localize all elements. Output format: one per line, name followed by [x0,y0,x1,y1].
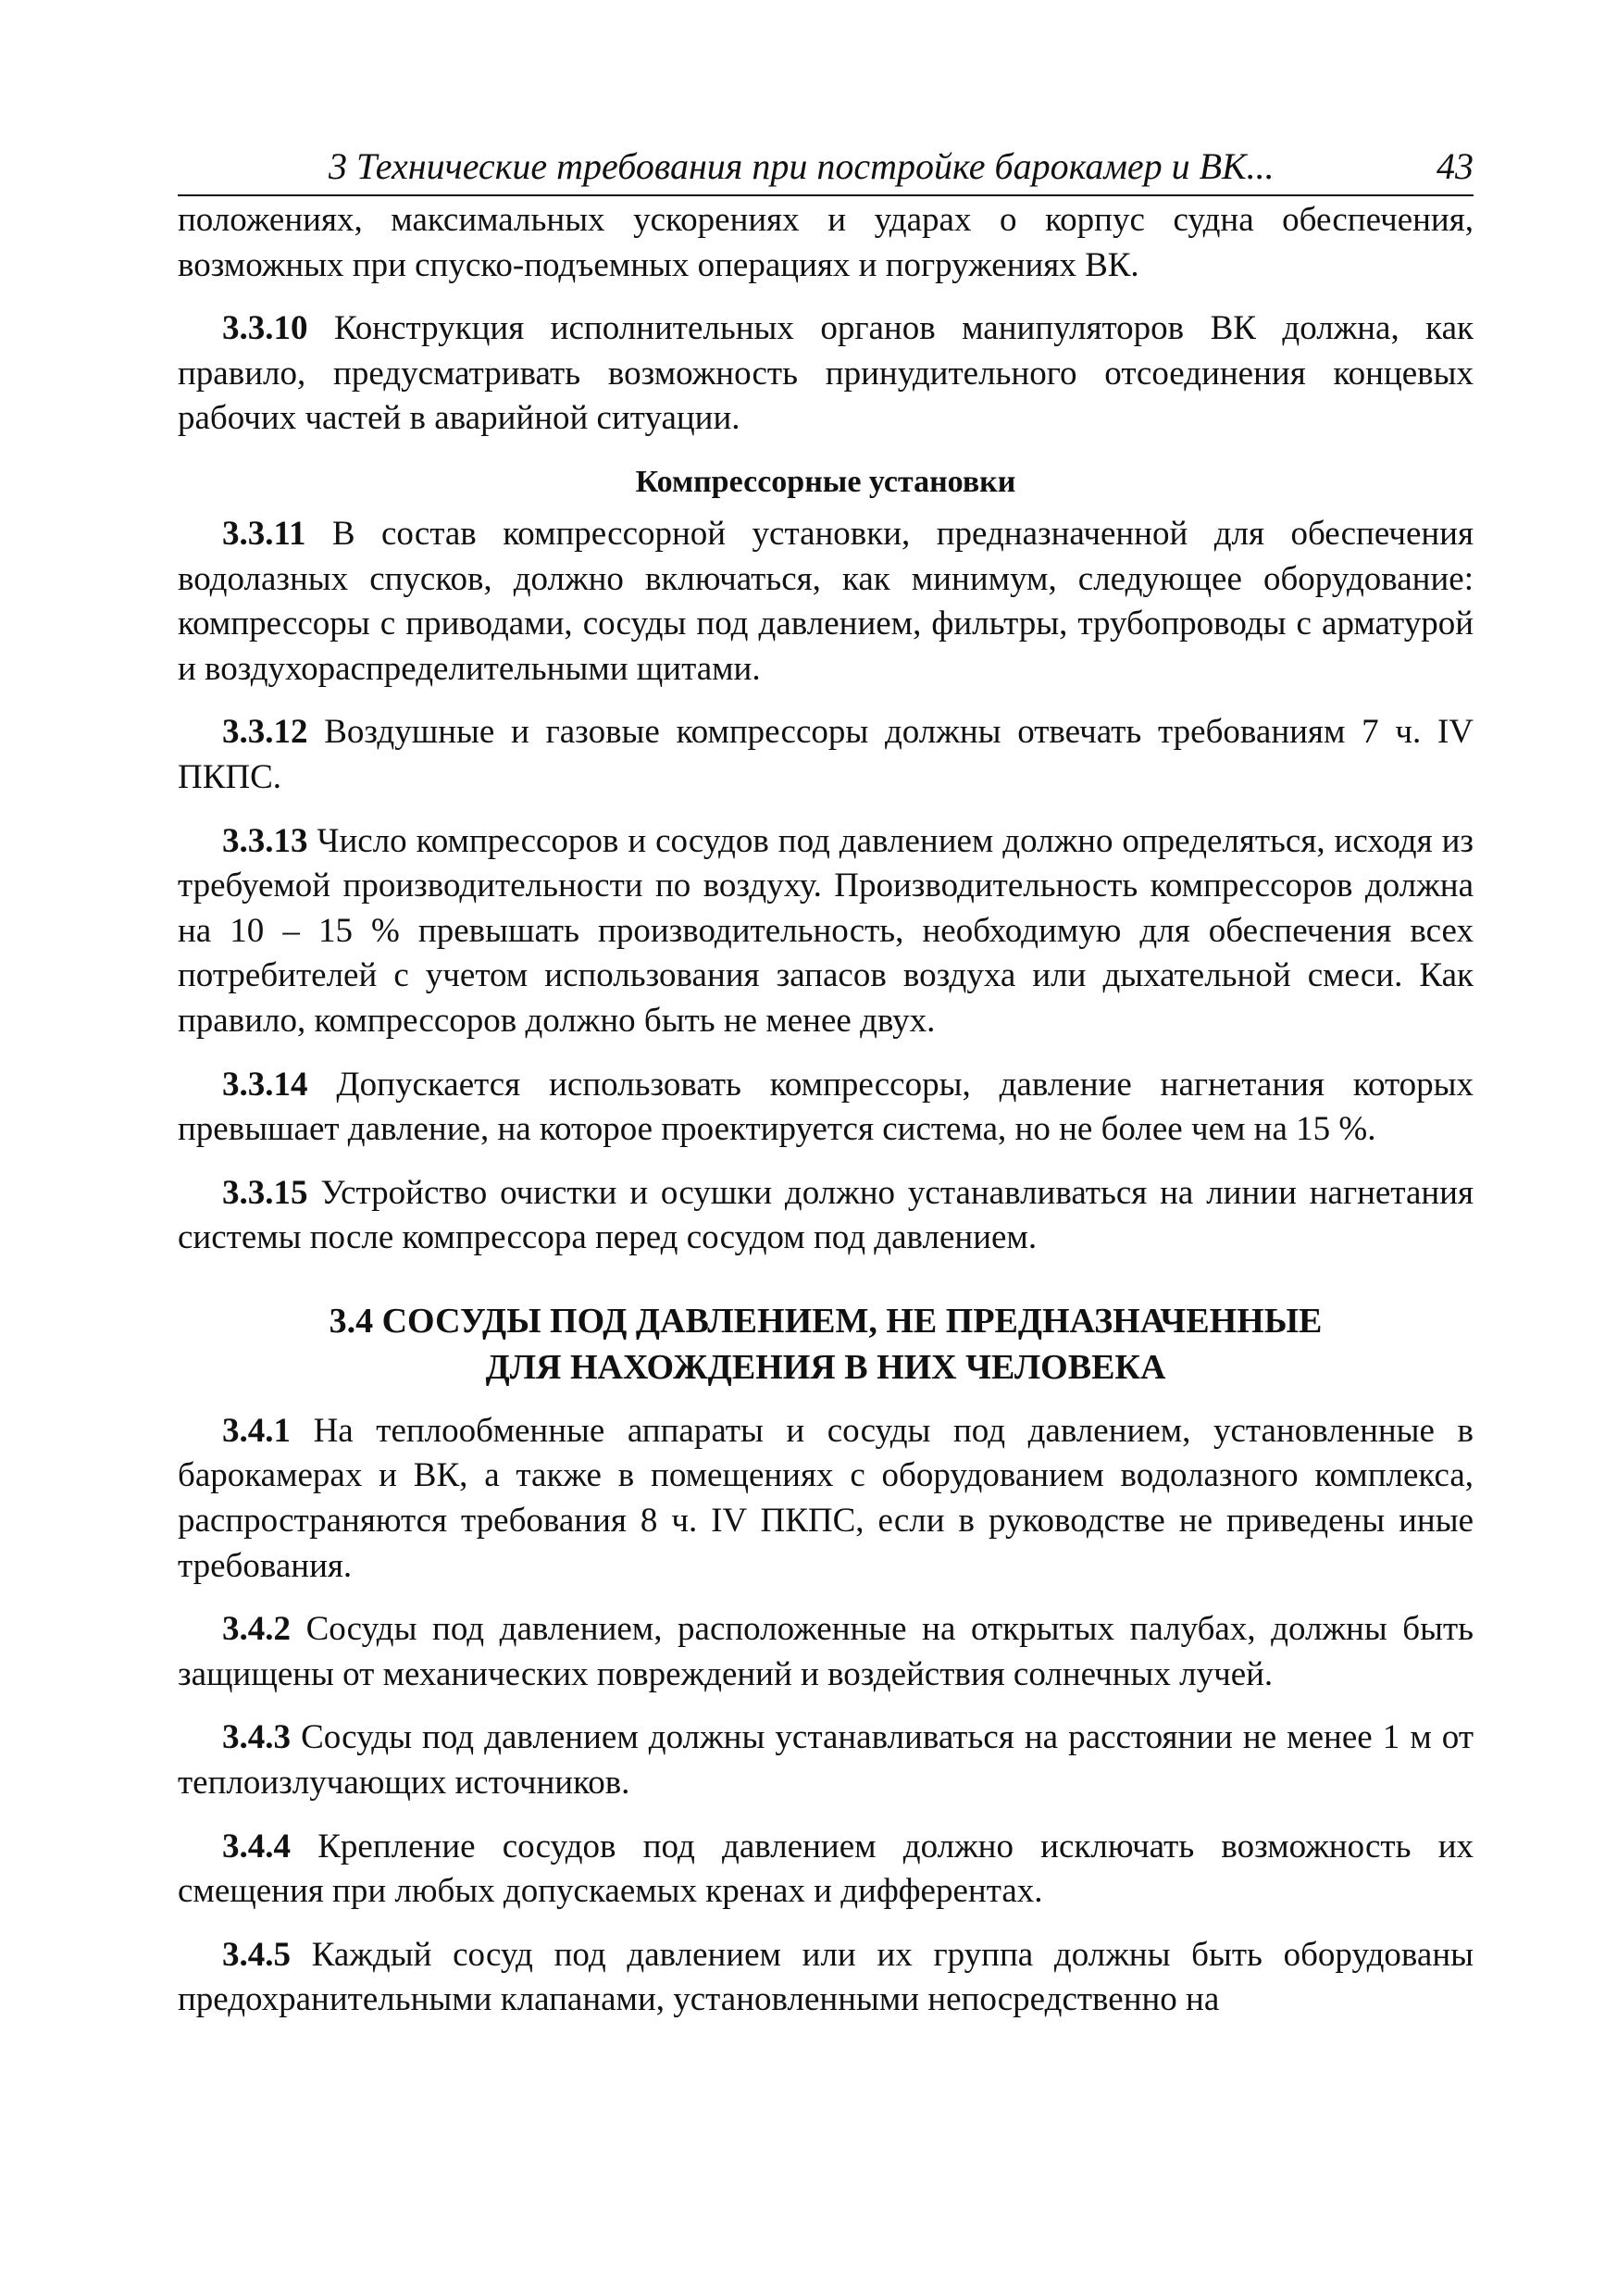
paragraph-3-4-4 [178,1825,1474,1915]
subheading-compressors: Компрессорные установки [635,464,1016,499]
paragraph-3-4-5 [178,1933,1474,2023]
section-heading-line: ДЛЯ НАХОЖДЕНИЯ В НИХ ЧЕЛОВЕКА [485,1347,1166,1387]
running-title: 3 Технические требования при постройке барокамер и ВК... [329,145,1275,187]
clause-number: 3.3.15 [222,1173,308,1212]
paragraph-3-4-1 [178,1409,1474,1589]
continuation-paragraph: положениях, максимальных ускорениях и ударах о корпус судна обеспечения, возможных при спуско-подъемных операциях и погружениях ВК. [178,201,1474,284]
clause-text: На теплообменные аппараты и сосуды под давлением, установленные в барокамерах и ВК, а также в помещениях с оборудованием водолазного комплекса, распространяются требования 8 ч. IV ПКПС, если в руководстве не приведены иные требования. [178,1411,1474,1585]
clause-number: 3.3.11 [222,514,306,553]
paragraph-3-3-14 [178,1063,1474,1153]
clause-text: В состав компрессорной установки, предназначенной для обеспечения водолазных спусков, должно включаться, как минимум, следующее оборудование: компрессоры с приводами, сосуды под давлением, фильтры, трубопроводы с арматурой и воздухораспределительными щитами. [178,514,1474,688]
clause-number: 3.4.5 [222,1935,291,1974]
clause-text: Допускается использовать компрессоры, давление нагнетания которых превышает давление, на которое проектируется система, но не более чем на 15 %. [178,1065,1474,1149]
section-heading-line: 3.4 СОСУДЫ ПОД ДАВЛЕНИЕМ, НЕ ПРЕДНАЗНАЧЕННЫЕ [329,1301,1323,1341]
running-header [178,139,1474,196]
paragraph-3-3-13 [178,819,1474,1044]
section-heading-3-4 [178,1298,1474,1391]
clause-text: Крепление сосудов под давлением должно исключать возможность их смещения при любых допускаемых кренах и дифферентах. [178,1827,1474,1911]
paragraph-3-3-10 [178,306,1474,442]
clause-text: Устройство очистки и осушки должно устанавливаться на линии нагнетания системы после компрессора перед сосудом под давлением. [178,1173,1474,1257]
clause-number: 3.4.2 [222,1610,291,1649]
clause-text: Сосуды под давлением, расположенные на открытых палубах, должны быть защищены от механических повреждений и воздействия солнечных лучей. [178,1610,1474,1693]
page-number: 43 [1437,145,1474,187]
clause-number: 3.3.12 [222,713,308,752]
clause-text: Каждый сосуд под давлением или их группа должны быть оборудованы предохранительными клапанами, установленными непосредственно на [178,1935,1474,2019]
paragraph-3-4-3 [178,1716,1474,1805]
paragraph-3-3-15 [178,1171,1474,1261]
clause-text: Число компрессоров и сосудов под давлением должно определяться, исходя из требуемой производительности по воздуху. Производительность компрессоров должна на 10 – 15 % превышать производительность, необходимую для обеспечения всех потребителей с учетом использования запасов воздуха или дыхательной смеси. Как правило, компрессоров должно быть не менее двух. [178,821,1474,1040]
clause-number: 3.4.1 [222,1411,291,1450]
body-text [178,198,1474,2023]
paragraph-3-4-2 [178,1607,1474,1697]
clause-number: 3.3.13 [222,821,308,860]
document-page [178,139,1474,2023]
clause-text: Сосуды под давлением должны устанавливаться на расстоянии не менее 1 м от теплоизлучающих источников. [178,1718,1474,1803]
clause-number: 3.4.3 [222,1718,291,1757]
paragraph-3-3-12 [178,710,1474,800]
clause-text: Воздушные и газовые компрессоры должны отвечать требованиям 7 ч. IV ПКПС. [178,713,1474,796]
clause-number: 3.4.4 [222,1827,291,1866]
clause-number: 3.3.10 [222,309,308,348]
clause-number: 3.3.14 [222,1065,308,1104]
clause-text: Конструкция исполнительных органов манипуляторов ВК должна, как правило, предусматривать возможность принудительного отсоединения концевых рабочих частей в аварийной ситуации. [178,309,1474,438]
paragraph-3-3-11 [178,512,1474,692]
